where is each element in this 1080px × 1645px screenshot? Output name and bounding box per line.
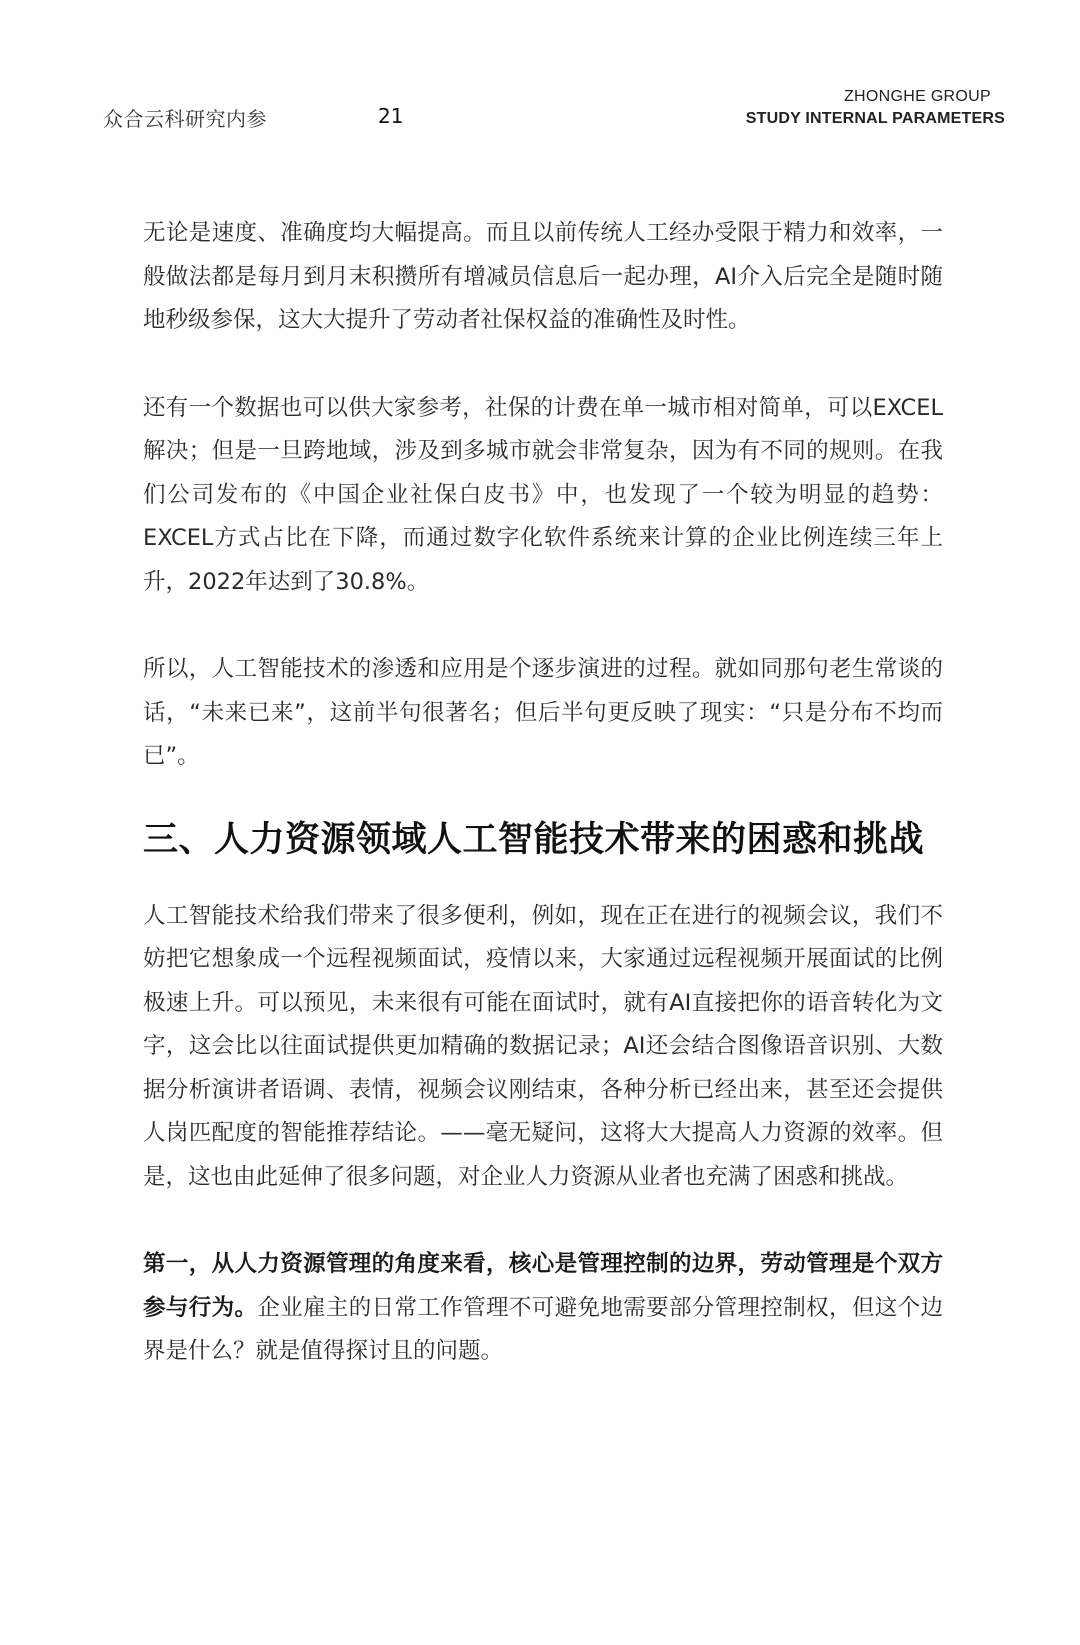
paragraph-speed-accuracy: 无论是速度、准确度均大幅提高。而且以前传统人工经办受限于精力和效率，一般做法都是每月到月末积攒所有增减员信息后一起办理，AI介入后完全是随时随地秒级参保，这大大提升了劳动者社保权益的准确性及时性。 bbox=[143, 220, 943, 333]
paragraph-rest: 企业雇主的日常工作管理不可避免地需要部分管理控制权，但这个边界是什么？就是值得探讨且的问题。 bbox=[143, 1294, 943, 1364]
english-title-line1: ZHONGHE GROUP bbox=[843, 88, 991, 105]
page-number: 21 bbox=[378, 104, 404, 128]
publication-name: 众合云科研究内参 bbox=[103, 107, 267, 131]
article-body bbox=[143, 212, 943, 1374]
paragraph-future-quote: 所以，人工智能技术的渗透和应用是个逐步演进的过程。就如同那句老生常谈的话，“未来已来”，这前半句很著名；但后半句更反映了现实：“只是分布不均而已”。 bbox=[143, 656, 943, 769]
english-header bbox=[746, 86, 1005, 130]
paragraph-bold-lead: 第一，从人力资源管理的角度来看，核心是管理控制的边界，劳动管理是个双方参与行为。 bbox=[143, 1251, 943, 1321]
section-heading: 三、人力资源领域人工智能技术带来的困惑和挑战 bbox=[143, 819, 925, 860]
page-header bbox=[0, 0, 1080, 150]
paragraph-management-boundary bbox=[143, 1243, 943, 1374]
paragraph-excel-data: 还有一个数据也可以供大家参考，社保的计费在单一城市相对简单，可以EXCEL解决；但是一旦跨地域，涉及到多城市就会非常复杂，因为有不同的规则。在我们公司发布的《中国企业社保白皮书》中，也发现了一个较为明显的趋势：EXCEL方式占比在下降，而通过数字化软件系统来计算的企业比例连续三年上升，2022年达到了30.8%。 bbox=[143, 394, 943, 595]
english-title-line2: STUDY INTERNAL PARAMETERS bbox=[745, 110, 1005, 127]
paragraph-video-interview: 人工智能技术给我们带来了很多便利，例如，现在正在进行的视频会议，我们不妨把它想象成一个远程视频面试，疫情以来，大家通过远程视频开展面试的比例极速上升。可以预见，未来很有可能在面试时，就有AI直接把你的语音转化为文字，这会比以往面试提供更加精确的数据记录；AI还会结合图像语音识别、大数据分析演讲者语调、表情，视频会议刚结束，各种分析已经出来，甚至还会提供人岗匹配度的智能推荐结论。——毫无疑问，这将大大提高人力资源的效率。但是，这也由此延伸了很多问题，对企业人力资源从业者也充满了困惑和挑战。 bbox=[143, 902, 943, 1190]
